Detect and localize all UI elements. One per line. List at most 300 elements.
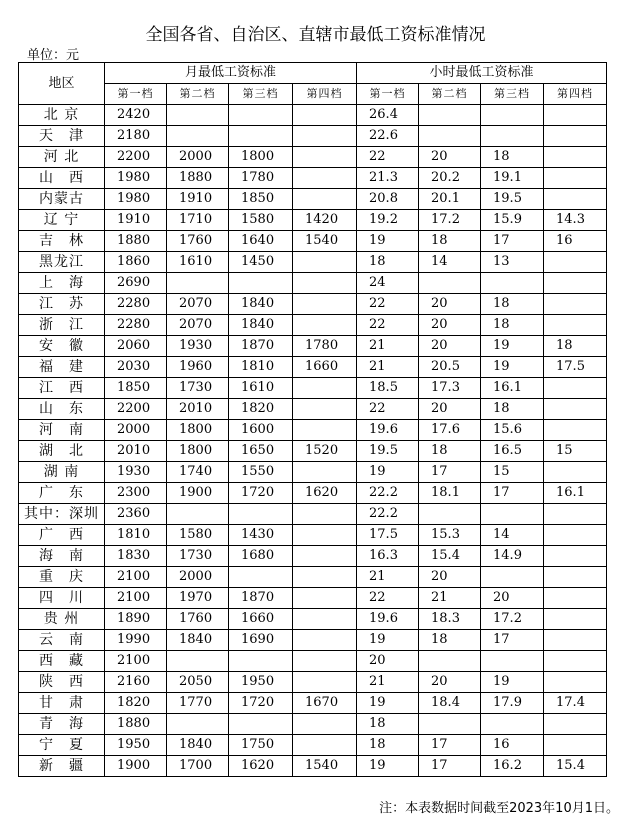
region-cell: 四 川 xyxy=(19,588,105,609)
monthly-tier-4-cell: 1540 xyxy=(293,756,357,777)
hourly-tier-1-cell: 17.5 xyxy=(357,525,419,546)
monthly-tier-4-cell: 1420 xyxy=(293,210,357,231)
hourly-tier-3-cell xyxy=(481,273,544,294)
monthly-tier-1-cell: 1900 xyxy=(105,756,167,777)
hourly-tier-4-cell xyxy=(544,525,607,546)
hourly-tier-3-cell: 18 xyxy=(481,399,544,420)
monthly-tier-3-cell: 1870 xyxy=(229,336,293,357)
hourly-tier-3-cell: 19 xyxy=(481,672,544,693)
table-row xyxy=(19,168,607,189)
monthly-tier-2-cell xyxy=(167,504,229,525)
hourly-tier-4-cell xyxy=(544,735,607,756)
hourly-tier-4-cell xyxy=(544,651,607,672)
hourly-tier-2-cell xyxy=(419,273,481,294)
hourly-tier-4-cell: 17.4 xyxy=(544,693,607,714)
hourly-tier-3-cell: 16 xyxy=(481,735,544,756)
hourly-tier-1-cell: 18 xyxy=(357,714,419,735)
hourly-tier-4-cell xyxy=(544,630,607,651)
hourly-tier-4-cell xyxy=(544,714,607,735)
hourly-tier-2-cell: 18 xyxy=(419,231,481,252)
table-row xyxy=(19,357,607,378)
table-row xyxy=(19,567,607,588)
monthly-tier-4-cell xyxy=(293,147,357,168)
hourly-tier-3-cell: 16.5 xyxy=(481,441,544,462)
table-row xyxy=(19,651,607,672)
monthly-tier-1-cell: 1820 xyxy=(105,693,167,714)
hourly-tier-2-cell: 18 xyxy=(419,441,481,462)
hourly-tier-2-cell: 20 xyxy=(419,672,481,693)
hourly-tier-4-cell xyxy=(544,546,607,567)
hourly-tier-4-cell xyxy=(544,567,607,588)
hourly-tier-4-cell xyxy=(544,273,607,294)
hourly-tier-3-cell: 14 xyxy=(481,525,544,546)
region-cell: 甘 肃 xyxy=(19,693,105,714)
minimum-wage-table xyxy=(18,62,607,777)
hourly-tier-3-cell: 15.6 xyxy=(481,420,544,441)
monthly-tier-3-header: 第三档 xyxy=(229,84,293,105)
table-row xyxy=(19,399,607,420)
monthly-tier-4-cell xyxy=(293,567,357,588)
hourly-tier-1-cell: 21 xyxy=(357,336,419,357)
region-cell: 吉 林 xyxy=(19,231,105,252)
monthly-tier-3-cell xyxy=(229,714,293,735)
hourly-tier-4-cell xyxy=(544,609,607,630)
monthly-tier-4-cell xyxy=(293,315,357,336)
region-cell: 海 南 xyxy=(19,546,105,567)
hourly-tier-1-cell: 22 xyxy=(357,588,419,609)
monthly-tier-4-cell: 1520 xyxy=(293,441,357,462)
monthly-tier-4-cell: 1670 xyxy=(293,693,357,714)
hourly-tier-4-cell xyxy=(544,105,607,126)
hourly-tier-3-cell: 17 xyxy=(481,630,544,651)
monthly-tier-1-cell: 2160 xyxy=(105,672,167,693)
hourly-group-header: 小时最低工资标准 xyxy=(357,63,607,84)
hourly-tier-3-cell xyxy=(481,105,544,126)
hourly-tier-1-cell: 19 xyxy=(357,462,419,483)
monthly-tier-4-cell xyxy=(293,168,357,189)
monthly-tier-3-cell: 1870 xyxy=(229,588,293,609)
table-row xyxy=(19,735,607,756)
hourly-tier-2-cell: 20 xyxy=(419,147,481,168)
monthly-tier-2-cell: 1730 xyxy=(167,546,229,567)
hourly-tier-2-cell xyxy=(419,651,481,672)
page-title: 全国各省、自治区、直辖市最低工资标准情况 xyxy=(145,25,486,45)
monthly-tier-2-cell: 1760 xyxy=(167,609,229,630)
hourly-tier-3-cell: 18 xyxy=(481,147,544,168)
region-cell: 其中：深圳 xyxy=(19,504,105,525)
monthly-tier-3-cell: 1620 xyxy=(229,756,293,777)
region-cell: 重 庆 xyxy=(19,567,105,588)
monthly-tier-4-cell: 1620 xyxy=(293,483,357,504)
hourly-tier-2-cell: 20 xyxy=(419,315,481,336)
hourly-tier-3-cell xyxy=(481,567,544,588)
hourly-tier-4-cell: 15.4 xyxy=(544,756,607,777)
hourly-tier-3-cell: 18 xyxy=(481,315,544,336)
monthly-tier-2-cell: 1970 xyxy=(167,588,229,609)
hourly-tier-3-cell: 16.2 xyxy=(481,756,544,777)
monthly-tier-4-cell xyxy=(293,546,357,567)
monthly-tier-1-cell: 1980 xyxy=(105,168,167,189)
monthly-tier-3-cell xyxy=(229,273,293,294)
monthly-tier-2-cell: 1800 xyxy=(167,441,229,462)
monthly-tier-2-cell: 1740 xyxy=(167,462,229,483)
monthly-tier-2-cell: 1710 xyxy=(167,210,229,231)
hourly-tier-1-cell: 19.5 xyxy=(357,441,419,462)
monthly-tier-2-cell: 1610 xyxy=(167,252,229,273)
monthly-tier-3-cell: 1950 xyxy=(229,672,293,693)
region-cell: 宁 夏 xyxy=(19,735,105,756)
monthly-tier-2-cell: 1840 xyxy=(167,630,229,651)
monthly-tier-2-cell: 1800 xyxy=(167,420,229,441)
monthly-tier-1-cell: 1980 xyxy=(105,189,167,210)
monthly-tier-3-cell xyxy=(229,126,293,147)
region-cell: 福 建 xyxy=(19,357,105,378)
hourly-tier-2-cell: 17.2 xyxy=(419,210,481,231)
hourly-tier-4-cell xyxy=(544,189,607,210)
hourly-tier-3-cell: 15 xyxy=(481,462,544,483)
hourly-tier-1-header: 第一档 xyxy=(357,84,419,105)
region-cell: 陕 西 xyxy=(19,672,105,693)
region-column-header: 地区 xyxy=(19,63,105,105)
table-row xyxy=(19,231,607,252)
monthly-group-header: 月最低工资标准 xyxy=(105,63,357,84)
hourly-tier-1-cell: 19.2 xyxy=(357,210,419,231)
table-row xyxy=(19,336,607,357)
table-row xyxy=(19,441,607,462)
table-row xyxy=(19,189,607,210)
monthly-tier-3-cell: 1840 xyxy=(229,294,293,315)
hourly-tier-2-cell: 20.5 xyxy=(419,357,481,378)
hourly-tier-1-cell: 22 xyxy=(357,315,419,336)
unit-label: 单位：元 xyxy=(27,48,80,63)
monthly-tier-3-cell xyxy=(229,651,293,672)
monthly-tier-4-cell xyxy=(293,273,357,294)
table-row xyxy=(19,714,607,735)
table-row xyxy=(19,378,607,399)
hourly-tier-1-cell: 26.4 xyxy=(357,105,419,126)
hourly-tier-3-cell xyxy=(481,651,544,672)
monthly-tier-4-cell xyxy=(293,735,357,756)
monthly-tier-4-cell xyxy=(293,588,357,609)
hourly-tier-4-cell xyxy=(544,462,607,483)
table-row xyxy=(19,273,607,294)
hourly-tier-4-cell: 18 xyxy=(544,336,607,357)
monthly-tier-1-cell: 1990 xyxy=(105,630,167,651)
table-row xyxy=(19,126,607,147)
monthly-tier-2-cell: 1580 xyxy=(167,525,229,546)
hourly-tier-1-cell: 21 xyxy=(357,672,419,693)
monthly-tier-4-cell: 1660 xyxy=(293,357,357,378)
hourly-tier-2-cell: 15.4 xyxy=(419,546,481,567)
hourly-tier-1-cell: 19 xyxy=(357,630,419,651)
monthly-tier-1-cell: 2200 xyxy=(105,399,167,420)
monthly-tier-4-cell xyxy=(293,609,357,630)
hourly-tier-1-cell: 22.2 xyxy=(357,483,419,504)
hourly-tier-3-cell: 17 xyxy=(481,483,544,504)
monthly-tier-2-cell xyxy=(167,714,229,735)
monthly-tier-2-cell xyxy=(167,651,229,672)
monthly-tier-1-cell: 2690 xyxy=(105,273,167,294)
monthly-tier-4-cell: 1780 xyxy=(293,336,357,357)
monthly-tier-4-cell xyxy=(293,672,357,693)
monthly-tier-1-cell: 1910 xyxy=(105,210,167,231)
monthly-tier-1-cell: 2200 xyxy=(105,147,167,168)
hourly-tier-1-cell: 18 xyxy=(357,252,419,273)
monthly-tier-2-cell: 2070 xyxy=(167,294,229,315)
hourly-tier-1-cell: 21 xyxy=(357,357,419,378)
hourly-tier-3-cell: 14.9 xyxy=(481,546,544,567)
monthly-tier-2-header: 第二档 xyxy=(167,84,229,105)
monthly-tier-3-cell: 1600 xyxy=(229,420,293,441)
hourly-tier-2-cell: 17.3 xyxy=(419,378,481,399)
monthly-tier-2-cell: 1840 xyxy=(167,735,229,756)
table-row xyxy=(19,252,607,273)
hourly-tier-2-cell: 20 xyxy=(419,567,481,588)
region-cell: 山 东 xyxy=(19,399,105,420)
table-row xyxy=(19,546,607,567)
monthly-tier-3-cell: 1690 xyxy=(229,630,293,651)
hourly-tier-1-cell: 24 xyxy=(357,273,419,294)
region-cell: 辽 宁 xyxy=(19,210,105,231)
monthly-tier-4-cell xyxy=(293,420,357,441)
monthly-tier-4-cell: 1540 xyxy=(293,231,357,252)
monthly-tier-2-cell: 1900 xyxy=(167,483,229,504)
table-row xyxy=(19,147,607,168)
table-row xyxy=(19,672,607,693)
monthly-tier-4-cell xyxy=(293,294,357,315)
hourly-tier-2-cell: 17.6 xyxy=(419,420,481,441)
hourly-tier-1-cell: 16.3 xyxy=(357,546,419,567)
region-cell: 新 疆 xyxy=(19,756,105,777)
monthly-tier-3-cell: 1430 xyxy=(229,525,293,546)
hourly-tier-1-cell: 21.3 xyxy=(357,168,419,189)
hourly-tier-4-cell: 17.5 xyxy=(544,357,607,378)
hourly-tier-2-cell: 14 xyxy=(419,252,481,273)
monthly-tier-4-cell xyxy=(293,504,357,525)
hourly-tier-3-cell: 16.1 xyxy=(481,378,544,399)
monthly-tier-1-cell: 1890 xyxy=(105,609,167,630)
region-cell: 广 西 xyxy=(19,525,105,546)
hourly-tier-3-header: 第三档 xyxy=(481,84,544,105)
hourly-tier-2-cell: 20 xyxy=(419,336,481,357)
monthly-tier-3-cell: 1580 xyxy=(229,210,293,231)
hourly-tier-2-cell: 17 xyxy=(419,462,481,483)
monthly-tier-2-cell: 2070 xyxy=(167,315,229,336)
hourly-tier-4-cell xyxy=(544,294,607,315)
monthly-tier-1-cell: 2280 xyxy=(105,294,167,315)
region-cell: 云 南 xyxy=(19,630,105,651)
monthly-tier-3-cell: 1610 xyxy=(229,378,293,399)
monthly-tier-4-cell xyxy=(293,399,357,420)
monthly-tier-4-cell xyxy=(293,126,357,147)
hourly-tier-2-cell: 18 xyxy=(419,630,481,651)
monthly-tier-1-cell: 1810 xyxy=(105,525,167,546)
hourly-tier-3-cell: 13 xyxy=(481,252,544,273)
monthly-tier-2-cell: 2000 xyxy=(167,147,229,168)
monthly-tier-3-cell: 1780 xyxy=(229,168,293,189)
monthly-tier-1-cell: 2360 xyxy=(105,504,167,525)
region-cell: 上 海 xyxy=(19,273,105,294)
monthly-tier-1-header: 第一档 xyxy=(105,84,167,105)
hourly-tier-3-cell xyxy=(481,714,544,735)
hourly-tier-1-cell: 19.6 xyxy=(357,609,419,630)
monthly-tier-2-cell: 1770 xyxy=(167,693,229,714)
table-body xyxy=(19,105,607,777)
monthly-tier-4-cell xyxy=(293,714,357,735)
monthly-tier-3-cell: 1820 xyxy=(229,399,293,420)
hourly-tier-1-cell: 19 xyxy=(357,756,419,777)
monthly-tier-3-cell xyxy=(229,105,293,126)
monthly-tier-2-cell: 1960 xyxy=(167,357,229,378)
hourly-tier-2-cell xyxy=(419,504,481,525)
monthly-tier-2-cell xyxy=(167,273,229,294)
hourly-tier-1-cell: 20 xyxy=(357,651,419,672)
monthly-tier-1-cell: 2420 xyxy=(105,105,167,126)
hourly-tier-2-cell: 20 xyxy=(419,399,481,420)
region-cell: 内蒙古 xyxy=(19,189,105,210)
hourly-tier-1-cell: 22 xyxy=(357,294,419,315)
region-cell: 河 北 xyxy=(19,147,105,168)
monthly-tier-1-cell: 2100 xyxy=(105,588,167,609)
table-row xyxy=(19,588,607,609)
monthly-tier-3-cell xyxy=(229,567,293,588)
monthly-tier-4-cell xyxy=(293,105,357,126)
region-cell: 河 南 xyxy=(19,420,105,441)
hourly-tier-3-cell: 17.2 xyxy=(481,609,544,630)
hourly-tier-1-cell: 19.6 xyxy=(357,420,419,441)
monthly-tier-1-cell: 1880 xyxy=(105,231,167,252)
monthly-tier-1-cell: 2060 xyxy=(105,336,167,357)
hourly-tier-2-cell xyxy=(419,126,481,147)
hourly-tier-4-cell xyxy=(544,420,607,441)
monthly-tier-1-cell: 1950 xyxy=(105,735,167,756)
region-cell: 江 苏 xyxy=(19,294,105,315)
region-cell: 江 西 xyxy=(19,378,105,399)
hourly-tier-1-cell: 18 xyxy=(357,735,419,756)
hourly-tier-3-cell: 19 xyxy=(481,357,544,378)
hourly-tier-2-cell: 18.3 xyxy=(419,609,481,630)
hourly-tier-4-cell: 16 xyxy=(544,231,607,252)
monthly-tier-2-cell: 1760 xyxy=(167,231,229,252)
table-row xyxy=(19,756,607,777)
monthly-tier-1-cell: 2100 xyxy=(105,651,167,672)
monthly-tier-1-cell: 1860 xyxy=(105,252,167,273)
hourly-tier-3-cell: 20 xyxy=(481,588,544,609)
monthly-tier-1-cell: 1880 xyxy=(105,714,167,735)
monthly-tier-3-cell: 1840 xyxy=(229,315,293,336)
table-row xyxy=(19,294,607,315)
monthly-tier-4-header: 第四档 xyxy=(293,84,357,105)
monthly-tier-2-cell: 1930 xyxy=(167,336,229,357)
hourly-tier-4-cell: 15 xyxy=(544,441,607,462)
hourly-tier-3-cell: 17 xyxy=(481,231,544,252)
hourly-tier-2-cell: 20 xyxy=(419,294,481,315)
monthly-tier-1-cell: 2180 xyxy=(105,126,167,147)
table-row xyxy=(19,315,607,336)
hourly-tier-3-cell: 17.9 xyxy=(481,693,544,714)
region-cell: 北 京 xyxy=(19,105,105,126)
hourly-tier-2-cell: 21 xyxy=(419,588,481,609)
hourly-tier-2-cell: 20.2 xyxy=(419,168,481,189)
hourly-tier-1-cell: 18.5 xyxy=(357,378,419,399)
hourly-tier-4-cell xyxy=(544,168,607,189)
hourly-tier-2-cell: 17 xyxy=(419,756,481,777)
hourly-tier-3-cell: 19.1 xyxy=(481,168,544,189)
monthly-tier-1-cell: 1930 xyxy=(105,462,167,483)
hourly-tier-2-cell xyxy=(419,105,481,126)
hourly-tier-2-cell: 18.4 xyxy=(419,693,481,714)
region-cell: 黑龙江 xyxy=(19,252,105,273)
region-cell: 安 徽 xyxy=(19,336,105,357)
monthly-tier-2-cell: 1880 xyxy=(167,168,229,189)
monthly-tier-1-cell: 2030 xyxy=(105,357,167,378)
hourly-tier-3-cell: 15.9 xyxy=(481,210,544,231)
hourly-tier-2-cell: 17 xyxy=(419,735,481,756)
monthly-tier-3-cell: 1750 xyxy=(229,735,293,756)
monthly-tier-4-cell xyxy=(293,651,357,672)
region-cell: 浙 江 xyxy=(19,315,105,336)
hourly-tier-4-cell xyxy=(544,126,607,147)
hourly-tier-4-cell: 14.3 xyxy=(544,210,607,231)
hourly-tier-4-cell xyxy=(544,147,607,168)
table-row xyxy=(19,525,607,546)
monthly-tier-3-cell xyxy=(229,504,293,525)
monthly-tier-3-cell: 1800 xyxy=(229,147,293,168)
region-cell: 湖 南 xyxy=(19,462,105,483)
hourly-tier-4-cell xyxy=(544,252,607,273)
table-row xyxy=(19,420,607,441)
hourly-tier-4-cell xyxy=(544,399,607,420)
region-cell: 青 海 xyxy=(19,714,105,735)
hourly-tier-1-cell: 21 xyxy=(357,567,419,588)
monthly-tier-3-cell: 1550 xyxy=(229,462,293,483)
table-row xyxy=(19,609,607,630)
hourly-tier-1-cell: 22 xyxy=(357,147,419,168)
monthly-tier-2-cell: 1730 xyxy=(167,378,229,399)
hourly-tier-2-cell: 20.1 xyxy=(419,189,481,210)
monthly-tier-3-cell: 1640 xyxy=(229,231,293,252)
table-row xyxy=(19,483,607,504)
hourly-tier-4-cell xyxy=(544,315,607,336)
monthly-tier-2-cell: 2050 xyxy=(167,672,229,693)
region-cell: 西 藏 xyxy=(19,651,105,672)
header-row-groups xyxy=(19,63,607,84)
hourly-tier-3-cell xyxy=(481,504,544,525)
hourly-tier-4-cell xyxy=(544,504,607,525)
monthly-tier-2-cell xyxy=(167,105,229,126)
hourly-tier-4-header: 第四档 xyxy=(544,84,607,105)
monthly-tier-3-cell: 1720 xyxy=(229,693,293,714)
region-cell: 广 东 xyxy=(19,483,105,504)
monthly-tier-1-cell: 1850 xyxy=(105,378,167,399)
monthly-tier-4-cell xyxy=(293,525,357,546)
hourly-tier-1-cell: 19 xyxy=(357,231,419,252)
hourly-tier-1-cell: 19 xyxy=(357,693,419,714)
monthly-tier-4-cell xyxy=(293,189,357,210)
monthly-tier-2-cell: 2000 xyxy=(167,567,229,588)
region-cell: 山 西 xyxy=(19,168,105,189)
hourly-tier-1-cell: 22.2 xyxy=(357,504,419,525)
monthly-tier-1-cell: 2300 xyxy=(105,483,167,504)
table-row xyxy=(19,693,607,714)
monthly-tier-1-cell: 2000 xyxy=(105,420,167,441)
monthly-tier-2-cell xyxy=(167,126,229,147)
monthly-tier-2-cell: 2010 xyxy=(167,399,229,420)
hourly-tier-3-cell: 18 xyxy=(481,294,544,315)
table-row xyxy=(19,504,607,525)
hourly-tier-1-cell: 20.8 xyxy=(357,189,419,210)
hourly-tier-2-header: 第二档 xyxy=(419,84,481,105)
